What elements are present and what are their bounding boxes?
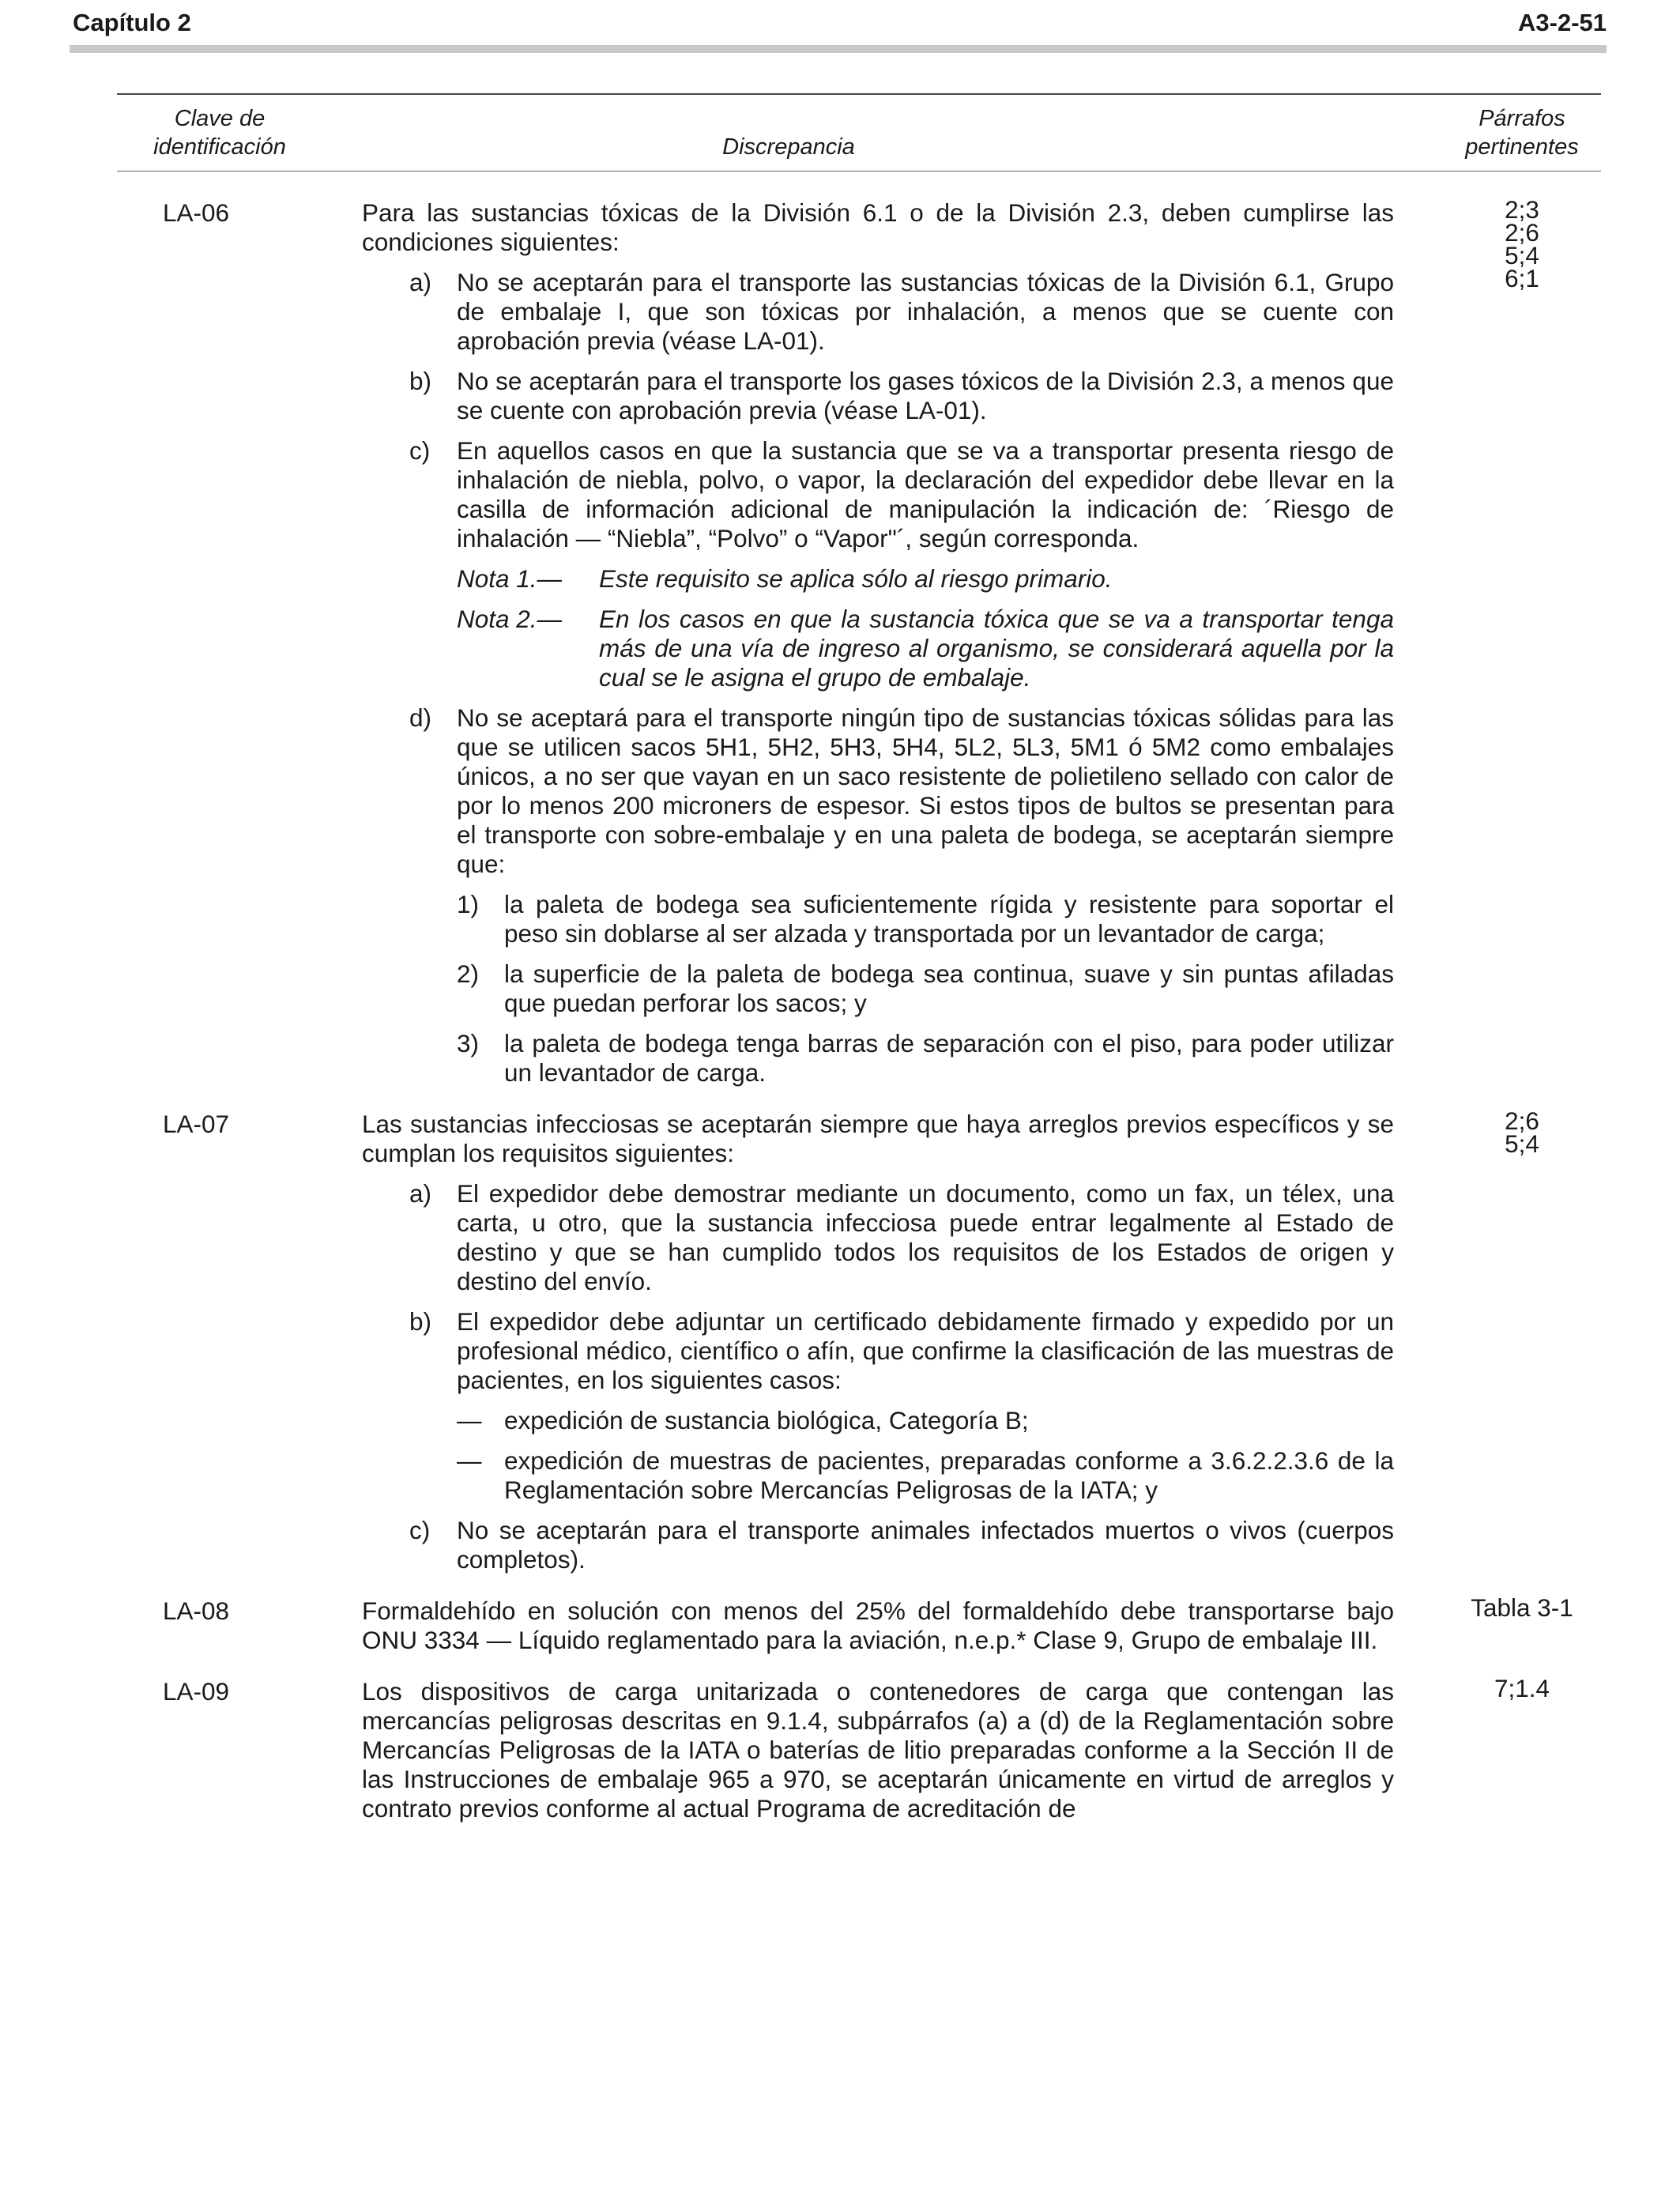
subitem-text: la paleta de bodega tenga barras de separación con el piso, para poder utilizar un levantador de carga. bbox=[504, 1029, 1394, 1087]
subitem bbox=[457, 890, 1394, 948]
list-item bbox=[362, 703, 1394, 1088]
subitem-label: 3) bbox=[457, 1029, 480, 1057]
dash-text: expedición de muestras de pacientes, preparadas conforme a 3.6.2.2.3.6 de la Reglamentación sobre Mercancías Peligrosas de la IATA; y bbox=[504, 1446, 1394, 1504]
row-key: LA-09 bbox=[162, 1677, 230, 1706]
row-intro-text: Formaldehído en solución con menos del 25% del formaldehído debe transportarse bajo ONU 3334 — Líquido reglamentado para la aviación, n.e.p.* Clase 9, Grupo de embalaje III. bbox=[362, 1596, 1394, 1654]
subitem-label: 2) bbox=[457, 959, 480, 988]
page-number: A3-2-51 bbox=[1518, 9, 1607, 36]
table-row bbox=[117, 195, 1601, 1088]
table-body bbox=[117, 172, 1601, 1823]
note-text: Este requisito se aplica sólo al riesgo primario. bbox=[599, 564, 1113, 593]
table-header bbox=[117, 95, 1601, 171]
item-label: d) bbox=[409, 703, 432, 732]
header-divider bbox=[70, 45, 1607, 53]
note-list bbox=[457, 564, 1394, 692]
item-text: El expedidor debe demostrar mediante un documento, como un fax, un télex, una carta, u otro, que la sustancia infecciosa puede entrar legalmente al Estado de destino y que se han cumplido todos los requisitos de los Estados de origen y destino del envío. bbox=[457, 1179, 1394, 1295]
subitem-text: la paleta de bodega sea suficientemente rígida y resistente para soportar el peso sin doblarse al ser alzada y transportada por un levantador de carga; bbox=[504, 890, 1394, 948]
row-intro-text: Para las sustancias tóxicas de la División 6.1 o de la División 2.3, deben cumplirse las condiciones siguientes: bbox=[362, 198, 1394, 256]
item-text: No se aceptarán para el transporte las sustancias tóxicas de la División 6.1, Grupo de embalaje I, que son tóxicas por inhalación, a menos que se cuente con aprobación previa (véase LA-01). bbox=[457, 268, 1394, 355]
list-item bbox=[362, 367, 1394, 425]
list-item bbox=[362, 436, 1394, 692]
list-item bbox=[362, 1179, 1394, 1296]
note-item bbox=[457, 564, 1394, 594]
note-text: En los casos en que la sustancia tóxica que se va a transportar tenga más de una vía de ingreso al organismo, se considerará aquella por la cual se le asigna el grupo de embalaje. bbox=[599, 605, 1394, 692]
table-row bbox=[117, 1674, 1601, 1823]
row-key: LA-07 bbox=[162, 1110, 230, 1138]
dash-item bbox=[457, 1406, 1394, 1435]
list-item bbox=[362, 1516, 1394, 1574]
item-label: a) bbox=[409, 1179, 432, 1208]
item-text: No se aceptará para el transporte ningún tipo de sustancias tóxicas sólidas para las que se utilicen sacos 5H1, 5H2, 5H3, 5H4, 5L2, 5L3, 5M1 ó 5M2 como embalajes únicos, a no ser que vayan en un saco resistente de polietileno sellado con calor de por lo menos 200 microners de espesor. Si estos tipos de bultos se presentan para el transporte con sobre-embalaje y en una paleta de bodega, se aceptarán siempre que: bbox=[457, 703, 1394, 878]
row-paragraph-refs: 2;6 5;4 bbox=[1505, 1106, 1539, 1158]
row-discrepancy bbox=[362, 1110, 1394, 1574]
row-intro-text: Los dispositivos de carga unitarizada o contenedores de carga que contengan las mercancías peligrosas descritas en 9.1.4, subpárrafos (a) a (d) de la Reglamentación sobre Mercancías Peligrosas de la IATA o baterías de litio preparadas conforme a la Sección II de las Instrucciones de embalaje 965 a 970, se aceptarán únicamente en virtud de arreglos y contrato previos conforme al actual Programa de acreditación de bbox=[362, 1677, 1394, 1823]
item-label: b) bbox=[409, 367, 432, 395]
subitem-list bbox=[457, 890, 1394, 1088]
row-discrepancy bbox=[362, 1677, 1394, 1823]
dash-item bbox=[457, 1446, 1394, 1505]
item-text: En aquellos casos en que la sustancia que se va a transportar presenta riesgo de inhalación de niebla, polvo, o vapor, la declaración del expedidor debe llevar en la casilla de información adicional de manipulación la indicación de: ´Riesgo de inhalación — “Niebla”, “Polvo” o “Vapor"´, según corresponda. bbox=[457, 436, 1394, 552]
item-label: b) bbox=[409, 1307, 432, 1336]
dash-text: expedición de sustancia biológica, Categoría B; bbox=[504, 1406, 1029, 1434]
row-paragraph-refs: 2;3 2;6 5;4 6;1 bbox=[1505, 195, 1539, 292]
discrepancy-table bbox=[117, 93, 1601, 1845]
item-label: c) bbox=[409, 436, 431, 465]
table-row bbox=[117, 1106, 1601, 1574]
row-key: LA-06 bbox=[162, 198, 230, 227]
row-intro-text: Las sustancias infecciosas se aceptarán siempre que haya arreglos previos específicos y se cumplan los requisitos siguientes: bbox=[362, 1110, 1394, 1167]
column-header-paragraphs: Párrafos pertinentes bbox=[1465, 106, 1579, 160]
subitem bbox=[457, 1029, 1394, 1088]
chapter-title: Capítulo 2 bbox=[73, 9, 191, 36]
note-item bbox=[457, 605, 1394, 692]
list-item bbox=[362, 1307, 1394, 1505]
dash-label: — bbox=[457, 1446, 482, 1475]
column-header-key: Clave de identificación bbox=[153, 106, 286, 160]
table-row bbox=[117, 1593, 1601, 1655]
row-paragraph-refs: Tabla 3-1 bbox=[1471, 1593, 1573, 1622]
item-list bbox=[362, 1179, 1394, 1574]
page-header bbox=[73, 6, 1607, 40]
item-list bbox=[362, 268, 1394, 1088]
row-key: LA-08 bbox=[162, 1596, 230, 1625]
item-label: c) bbox=[409, 1516, 431, 1544]
dash-list bbox=[457, 1406, 1394, 1505]
subitem-text: la superficie de la paleta de bodega sea continua, suave y sin puntas afiladas que puedan perforar los sacos; y bbox=[504, 959, 1394, 1017]
item-text: El expedidor debe adjuntar un certificado debidamente firmado y expedido por un profesional médico, científico o afín, que confirme la clasificación de las muestras de pacientes, en los siguientes casos: bbox=[457, 1307, 1394, 1394]
note-label: Nota 2.— bbox=[457, 605, 563, 633]
row-discrepancy bbox=[362, 198, 1394, 1088]
subitem-label: 1) bbox=[457, 890, 480, 918]
row-paragraph-refs: 7;1.4 bbox=[1494, 1674, 1550, 1702]
subitem bbox=[457, 959, 1394, 1018]
item-label: a) bbox=[409, 268, 432, 296]
list-item bbox=[362, 268, 1394, 356]
dash-label: — bbox=[457, 1406, 482, 1434]
item-text: No se aceptarán para el transporte animales infectados muertos o vivos (cuerpos completos). bbox=[457, 1516, 1394, 1574]
note-label: Nota 1.— bbox=[457, 564, 563, 593]
column-header-discrepancy: Discrepancia bbox=[722, 134, 855, 160]
row-discrepancy bbox=[362, 1596, 1394, 1655]
item-text: No se aceptarán para el transporte los gases tóxicos de la División 2.3, a menos que se cuente con aprobación previa (véase LA-01). bbox=[457, 367, 1394, 424]
